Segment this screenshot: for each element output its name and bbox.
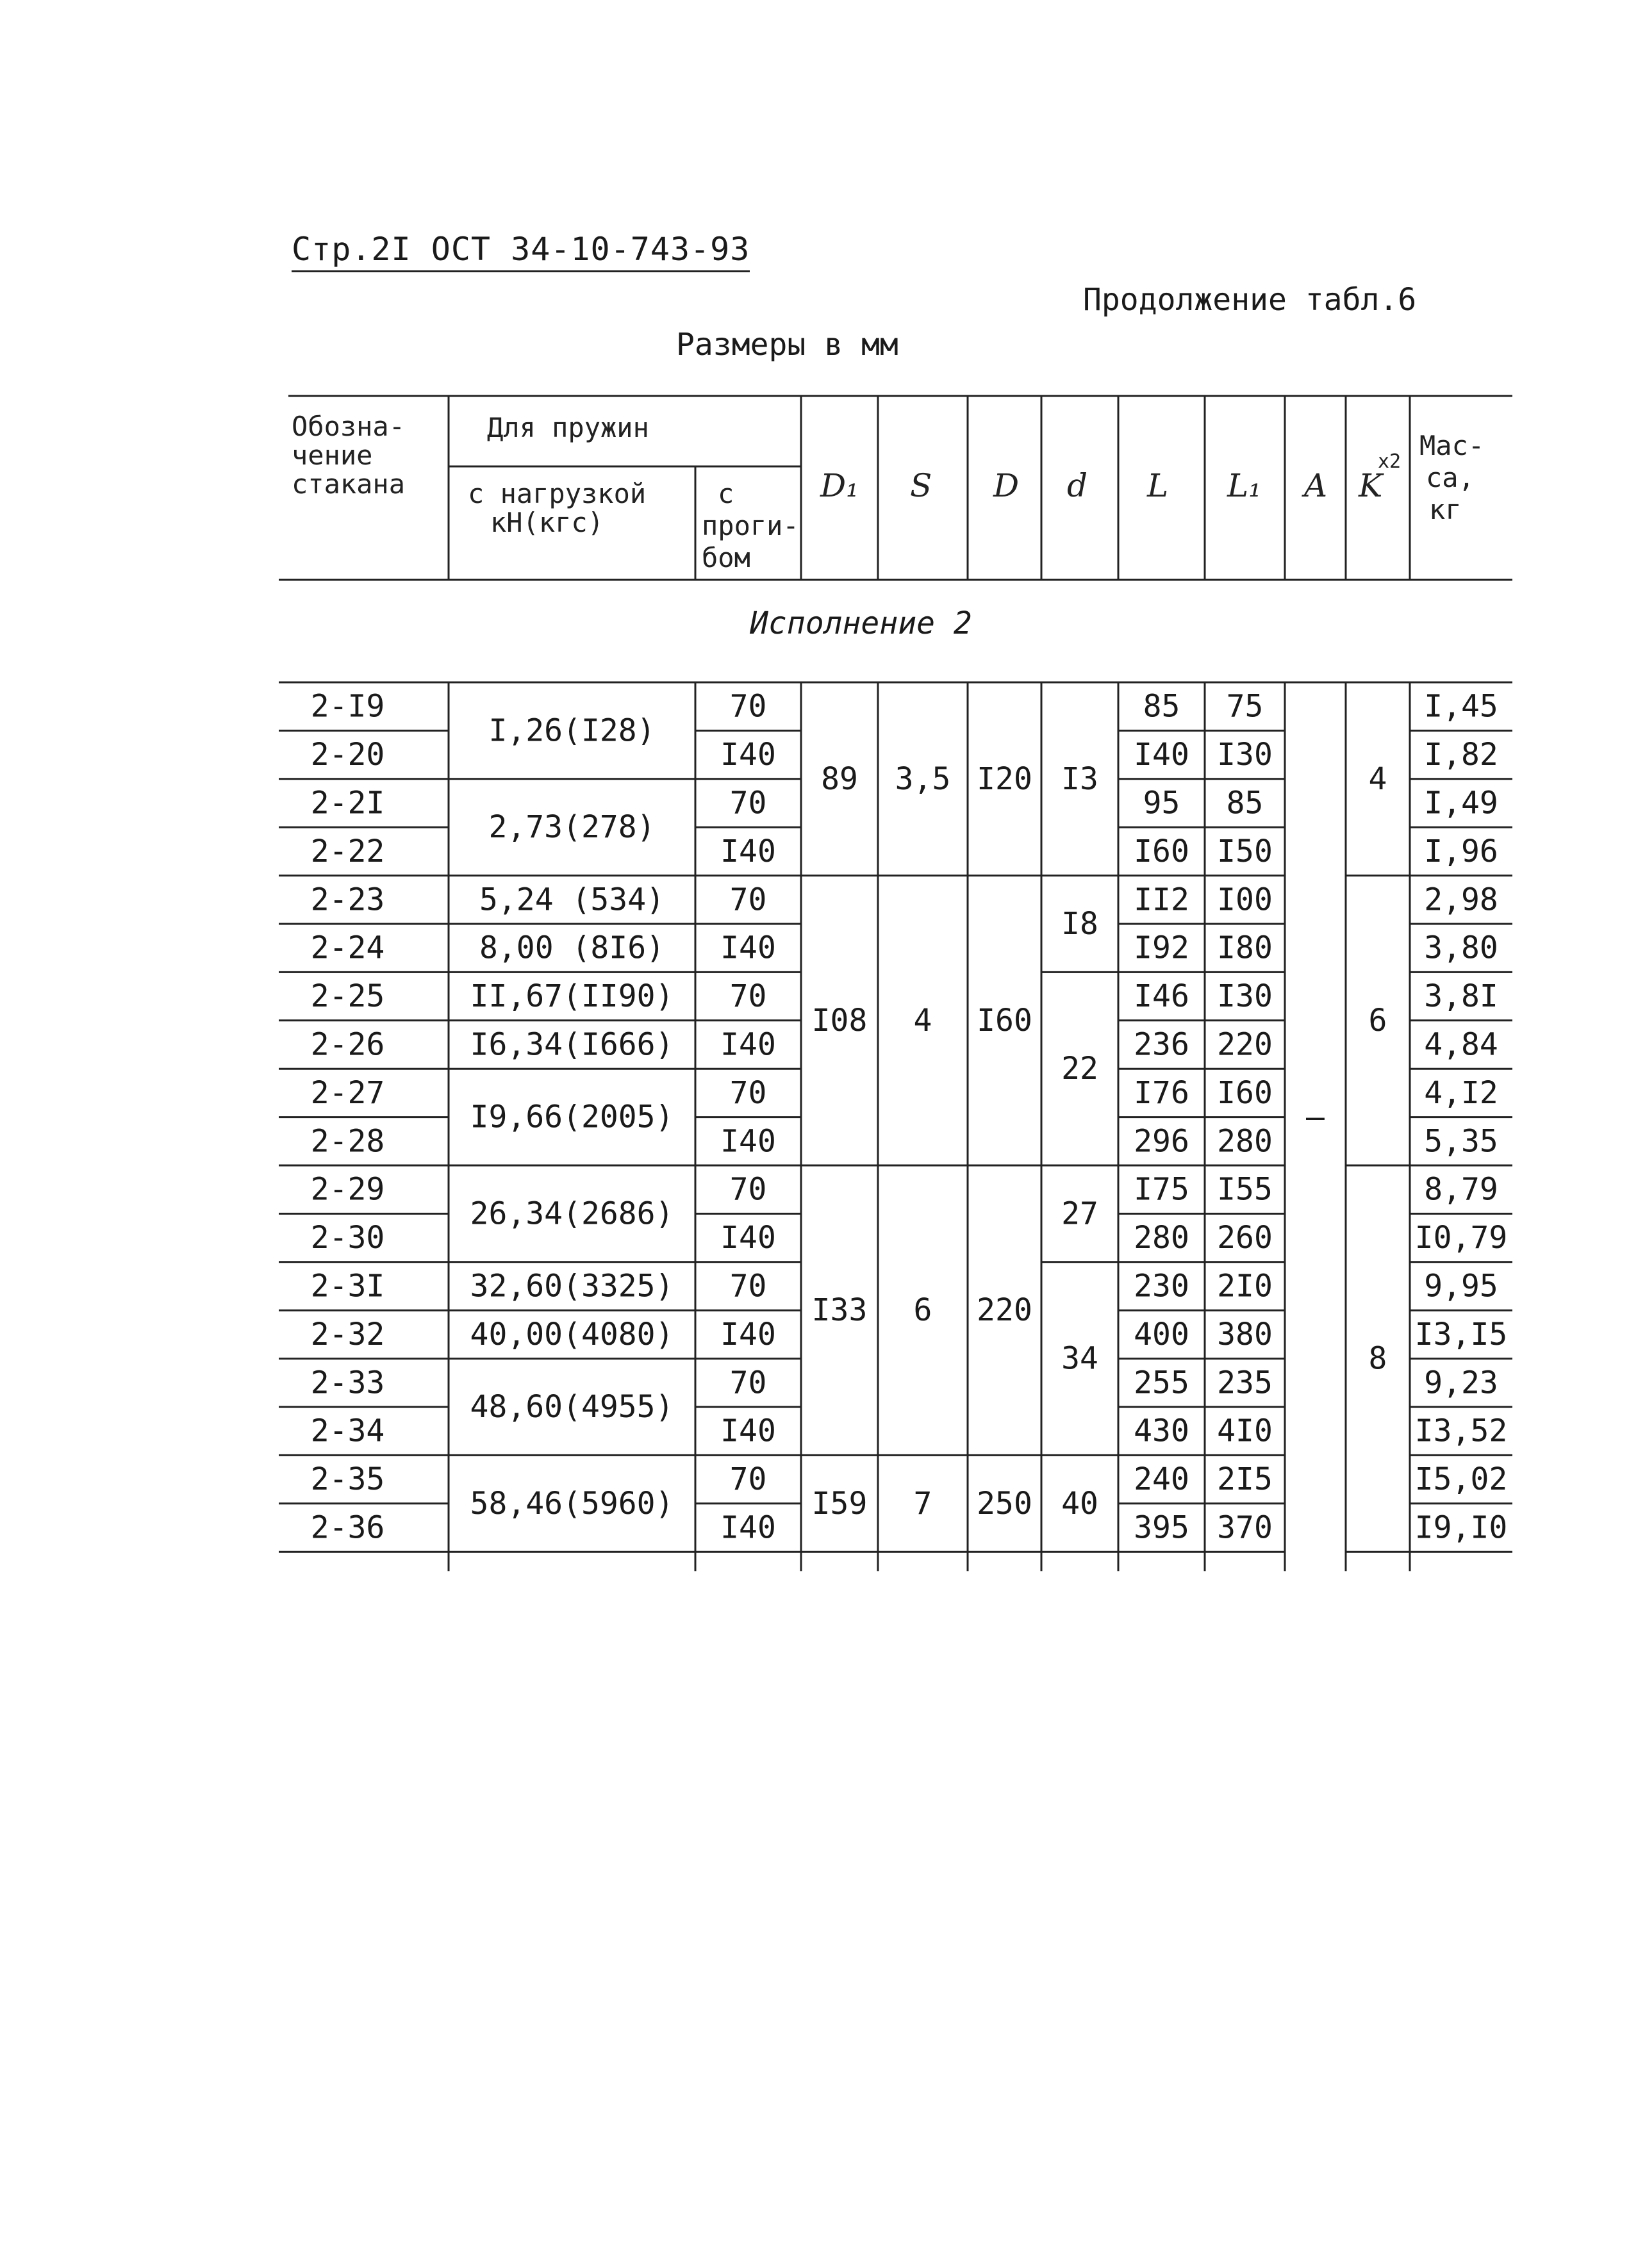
- L1-cell: 380: [1217, 1316, 1273, 1352]
- designation-cell: 2-2I: [310, 785, 385, 821]
- designation-cell: 2-26: [310, 1026, 385, 1063]
- designation-cell: 2-32: [310, 1316, 385, 1352]
- L-cell: 395: [1134, 1509, 1189, 1546]
- deflection-cell: 70: [729, 1268, 767, 1304]
- deflection-cell: 70: [729, 1461, 767, 1498]
- L1-cell: I30: [1217, 978, 1273, 1015]
- S-cell: 7: [913, 1485, 932, 1522]
- designation-cell: 2-34: [310, 1413, 385, 1449]
- load-cell: 8,00 (8I6): [479, 930, 665, 966]
- L1-cell: I80: [1217, 930, 1273, 966]
- svg-text:с: с: [718, 478, 734, 509]
- load-cell: I9,66(2005): [470, 1099, 674, 1135]
- deflection-cell: I40: [720, 1026, 776, 1063]
- deflection-cell: I40: [720, 1316, 776, 1352]
- L1-cell: I50: [1217, 833, 1273, 869]
- mass-cell: 3,80: [1424, 930, 1498, 966]
- D1-cell: I08: [811, 1002, 868, 1039]
- designation-cell: 2-33: [310, 1365, 385, 1401]
- col-D1-header: D₁: [820, 467, 859, 504]
- d-cell: 27: [1061, 1196, 1098, 1232]
- designation-cell: 2-29: [310, 1171, 385, 1208]
- L-cell: 255: [1134, 1365, 1189, 1401]
- col-deflection-header: [702, 478, 799, 573]
- mass-cell: 9,23: [1424, 1365, 1498, 1401]
- K-cell: 4: [1368, 760, 1387, 797]
- designation-cell: 2-24: [310, 930, 385, 966]
- L1-cell: I55: [1217, 1171, 1273, 1208]
- L-cell: I46: [1134, 978, 1189, 1015]
- svg-text:бом: бом: [702, 542, 750, 573]
- L1-cell: I00: [1217, 882, 1273, 918]
- L-cell: II2: [1134, 882, 1189, 918]
- mass-cell: I3,I5: [1414, 1316, 1508, 1352]
- svg-text:с нагрузкой: с нагрузкой: [468, 478, 647, 509]
- section-title: Исполнение 2: [750, 605, 972, 641]
- deflection-cell: 70: [729, 1171, 767, 1208]
- mass-cell: I,49: [1424, 785, 1498, 821]
- load-cell: 40,00(4080): [470, 1316, 674, 1352]
- col-mass-header: [1419, 430, 1484, 525]
- load-cell: I6,34(I666): [470, 1026, 674, 1063]
- mass-cell: 4,84: [1424, 1026, 1498, 1063]
- L-cell: 230: [1134, 1268, 1189, 1304]
- deflection-cell: I40: [720, 1509, 776, 1546]
- mass-cell: I5,02: [1414, 1461, 1508, 1498]
- designation-cell: 2-20: [310, 737, 385, 773]
- S-cell: 4: [913, 1002, 932, 1039]
- load-cell: I,26(I28): [488, 712, 656, 749]
- L-cell: 240: [1134, 1461, 1189, 1498]
- L1-cell: 75: [1226, 688, 1264, 725]
- table-body: [279, 682, 1512, 1571]
- deflection-cell: I40: [720, 930, 776, 966]
- deflection-cell: 70: [729, 688, 767, 725]
- mass-cell: 4,I2: [1424, 1074, 1498, 1111]
- col-D-header: D: [993, 467, 1020, 504]
- L-cell: 236: [1134, 1026, 1189, 1063]
- mass-cell: 8,79: [1424, 1171, 1498, 1208]
- L-cell: I40: [1134, 737, 1189, 773]
- deflection-cell: I40: [720, 1413, 776, 1449]
- designation-cell: 2-27: [310, 1074, 385, 1111]
- col-A-header: A: [1304, 467, 1328, 504]
- K-cell: 8: [1368, 1340, 1387, 1377]
- designation-cell: 2-30: [310, 1220, 385, 1256]
- mass-cell: 2,98: [1424, 882, 1498, 918]
- d-cell: I3: [1061, 760, 1098, 797]
- L1-cell: 220: [1217, 1026, 1273, 1063]
- deflection-cell: 70: [729, 785, 767, 821]
- L-cell: 400: [1134, 1316, 1189, 1352]
- L1-cell: 2I0: [1217, 1268, 1273, 1304]
- mass-cell: I,45: [1424, 688, 1498, 725]
- S-cell: 3,5: [895, 760, 951, 797]
- K-cell: 6: [1368, 1002, 1387, 1039]
- L1-cell: 235: [1217, 1365, 1273, 1401]
- mass-cell: I9,I0: [1414, 1509, 1508, 1546]
- designation-cell: 2-28: [310, 1123, 385, 1160]
- svg-text:чение: чение: [292, 440, 373, 471]
- deflection-cell: 70: [729, 1365, 767, 1401]
- svg-text:Обозна-: Обозна-: [292, 411, 406, 442]
- mass-cell: I3,52: [1414, 1413, 1508, 1449]
- D1-cell: I33: [811, 1292, 868, 1329]
- load-cell: 58,46(5960): [470, 1485, 674, 1522]
- load-cell: 2,73(278): [488, 809, 656, 846]
- L-cell: 430: [1134, 1413, 1189, 1449]
- D-cell: 250: [977, 1485, 1032, 1522]
- L-cell: 85: [1143, 688, 1180, 725]
- mass-cell: 3,8I: [1424, 978, 1498, 1015]
- designation-cell: 2-35: [310, 1461, 385, 1498]
- mass-cell: I,96: [1424, 833, 1498, 869]
- designation-cell: 2-I9: [310, 688, 385, 725]
- deflection-cell: I40: [720, 1123, 776, 1160]
- designation-cell: 2-22: [310, 833, 385, 869]
- table-continuation-label: Продолжение табл.6: [1083, 282, 1417, 318]
- deflection-cell: 70: [729, 978, 767, 1015]
- d-cell: I8: [1061, 906, 1098, 942]
- L1-cell: 260: [1217, 1220, 1273, 1256]
- L-cell: 280: [1134, 1220, 1189, 1256]
- d-cell: 22: [1061, 1051, 1098, 1087]
- D-cell: I20: [977, 760, 1032, 797]
- L1-cell: 280: [1217, 1123, 1273, 1160]
- col-L1-header: L₁: [1227, 467, 1262, 504]
- designation-cell: 2-36: [310, 1509, 385, 1546]
- col-load-header: [468, 478, 646, 538]
- col-K-footnote: x2: [1378, 450, 1402, 473]
- L-cell: I92: [1134, 930, 1189, 966]
- col-designation-header: [292, 411, 405, 500]
- load-cell: 48,60(4955): [470, 1389, 674, 1425]
- svg-text:Мас-: Мас-: [1419, 430, 1485, 461]
- deflection-cell: I40: [720, 1220, 776, 1256]
- svg-text:кН(кгс): кН(кгс): [490, 507, 604, 538]
- deflection-cell: 70: [729, 1074, 767, 1111]
- deflection-cell: I40: [720, 737, 776, 773]
- L1-cell: 2I5: [1217, 1461, 1273, 1498]
- col-d-header: d: [1067, 467, 1088, 504]
- L-cell: I75: [1134, 1171, 1189, 1208]
- d-cell: 40: [1061, 1485, 1098, 1522]
- load-cell: 26,34(2686): [470, 1196, 674, 1232]
- mass-cell: 5,35: [1424, 1123, 1498, 1160]
- L1-cell: I30: [1217, 737, 1273, 773]
- L-cell: I76: [1134, 1074, 1189, 1111]
- svg-text:кг: кг: [1429, 494, 1462, 525]
- D-cell: 220: [977, 1292, 1032, 1329]
- designation-cell: 2-3I: [310, 1268, 385, 1304]
- load-cell: 5,24 (534): [479, 882, 665, 918]
- load-cell: 32,60(3325): [470, 1268, 674, 1304]
- S-cell: 6: [913, 1292, 932, 1329]
- load-cell: II,67(II90): [470, 978, 674, 1015]
- svg-text:стакана: стакана: [292, 468, 406, 500]
- svg-text:проги-: проги-: [702, 510, 799, 541]
- deflection-cell: 70: [729, 882, 767, 918]
- D-cell: I60: [977, 1002, 1032, 1039]
- L1-cell: I60: [1217, 1074, 1273, 1111]
- col-L-header: L: [1147, 467, 1169, 504]
- mass-cell: I,82: [1424, 737, 1498, 773]
- D1-cell: 89: [821, 760, 858, 797]
- page-header: Стр.2I ОСТ 34-10-743-93: [292, 231, 750, 272]
- mass-cell: 9,95: [1424, 1268, 1498, 1304]
- L1-cell: 85: [1226, 785, 1264, 821]
- units-label: Размеры в мм: [676, 327, 898, 363]
- mass-cell: I0,79: [1414, 1220, 1508, 1256]
- L1-cell: 370: [1217, 1509, 1273, 1546]
- svg-text:са,: са,: [1426, 462, 1475, 493]
- L1-cell: 4I0: [1217, 1413, 1273, 1449]
- d-cell: 34: [1061, 1340, 1098, 1377]
- springs-group-header: Для пружин: [487, 412, 649, 443]
- designation-cell: 2-25: [310, 978, 385, 1015]
- designation-cell: 2-23: [310, 882, 385, 918]
- A-cell: —: [1306, 1099, 1325, 1135]
- D1-cell: I59: [811, 1485, 868, 1522]
- L-cell: 95: [1143, 785, 1180, 821]
- L-cell: I60: [1134, 833, 1189, 869]
- col-K-header: K: [1359, 467, 1383, 504]
- col-S-header: S: [910, 467, 932, 504]
- L-cell: 296: [1134, 1123, 1189, 1160]
- deflection-cell: I40: [720, 833, 776, 869]
